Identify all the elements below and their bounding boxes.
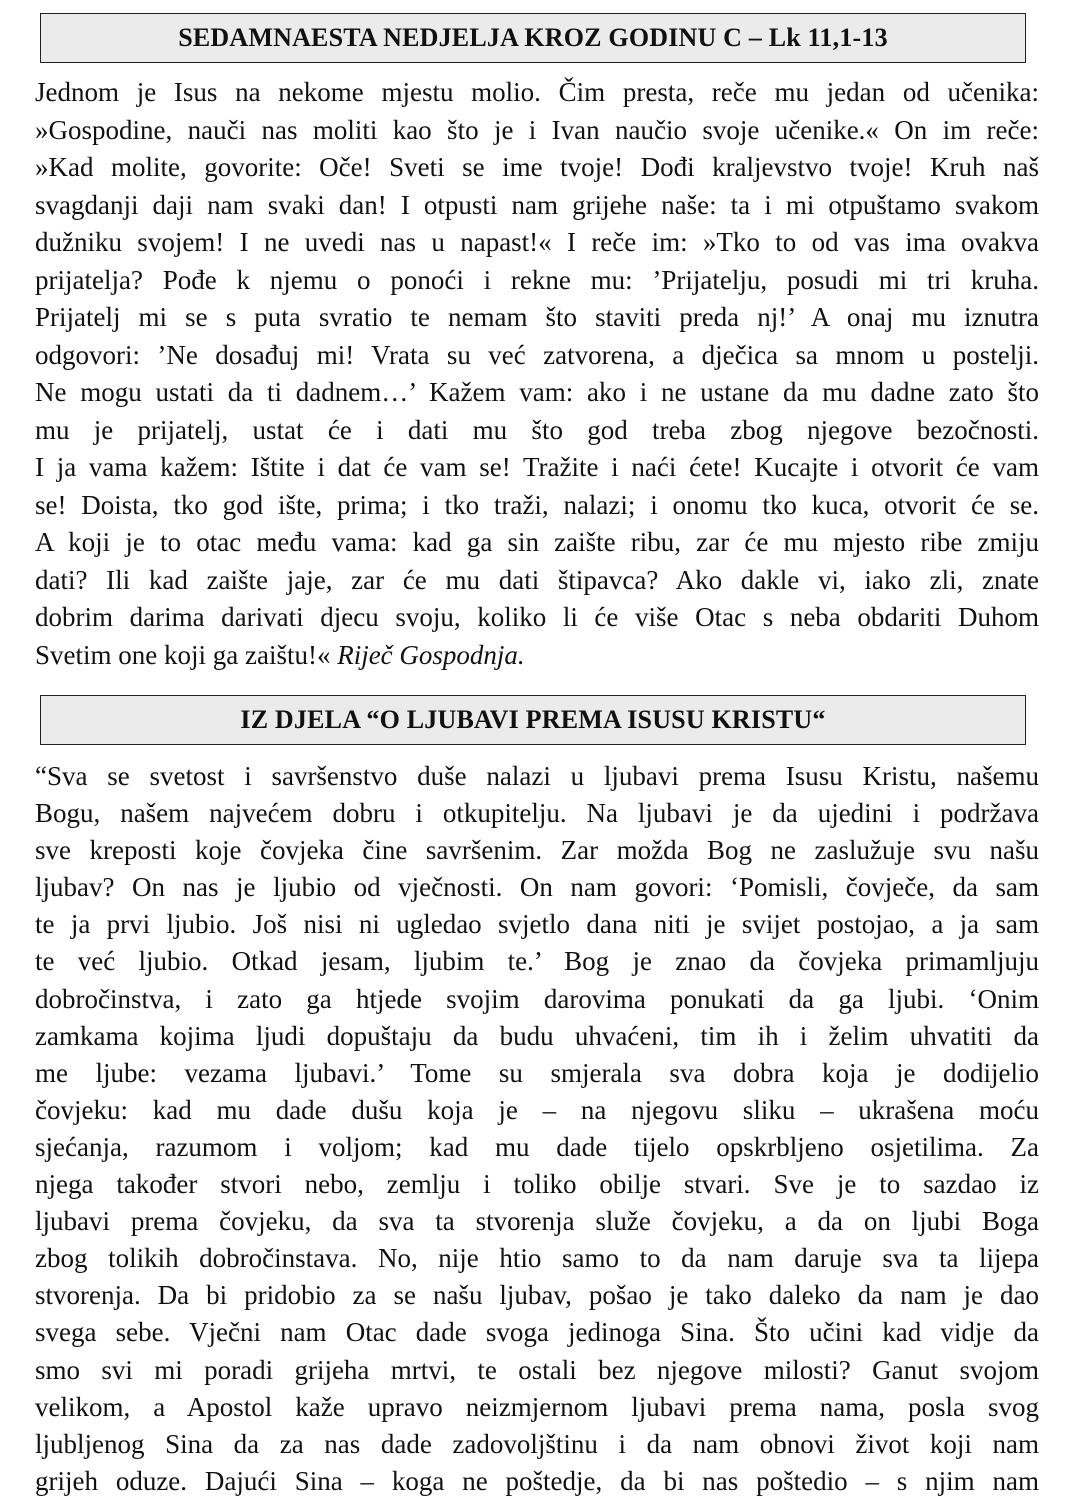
gospel-closing: Riječ Gospodnja.	[337, 639, 525, 670]
text-line: njega također stvori nebo, zemlju i toliko obilje stvari. Sve je to sazdao iz	[35, 1169, 1039, 1200]
text-line: Jednom je Isus na nekome mjestu molio. Čim presta, reče mu jedan od učenika:	[35, 77, 1039, 107]
text-line: I ja vama kažem: Ištite i dat će vam se! Tražite i naći ćete! Kucajte i otvorit će vam	[35, 452, 1039, 482]
text-line-content: Svetim one koji ga zaištu!«	[35, 639, 331, 670]
text-line: čovjeku: kad mu dade dušu koja je – na njegovu sliku – ukrašena moću	[35, 1094, 1039, 1125]
text-line: ljubavi prema čovjeku, da sva ta stvorenja služe čovjeku, a da on ljubi Boga	[35, 1206, 1039, 1237]
text-line: “Sva se svetost i savršenstvo duše nalazi u ljubavi prema Isusu Kristu, našemu	[35, 761, 1039, 791]
reflection-heading-text: IZ DJELA “O LJUBAVI PREMA ISUSU KRISTU“	[240, 705, 826, 734]
gospel-heading	[40, 13, 1026, 63]
text-line: te ja prvi ljubio. Još nisi ni ugledao svjetlo dana niti je svijet postojao, a ja sam	[35, 909, 1039, 940]
text-line: zamkama kojima ljudi dopuštaju da budu uhvaćeni, tim ih i želim uhvatiti da	[35, 1020, 1039, 1051]
gospel-heading-text: SEDAMNAESTA NEDJELJA KROZ GODINU C – Lk 11,1-13	[178, 23, 888, 52]
text-line: Prijatelj mi se s puta svratio te nemam što staviti preda nj!’ A onaj mu iznutra	[35, 302, 1039, 332]
text-line: stvorenja. Da bi pridobio za se našu ljubav, pošao je tako daleko da nam je dao	[35, 1280, 1039, 1311]
text-line: Bogu, našem najvećem dobru i otkupitelju. Na ljubavi je da ujedini i podržava	[35, 798, 1039, 829]
text-line: svega sebe. Vječni nam Otac dade svoga jedinoga Sina. Što učini kad vidje da	[35, 1317, 1039, 1348]
text-line: ljubljenog Sina da za nas dade zadovoljštinu i da nam obnovi život koji nam	[35, 1428, 1039, 1459]
text-line: se! Doista, tko god ište, prima; i tko traži, nalazi; i onomu tko kuca, otvorit će se.	[35, 489, 1039, 520]
text-line: me ljube: vezama ljubavi.’ Tome su smjerala sva dobra koja je dodijelio	[35, 1057, 1039, 1088]
text-line: sve kreposti koje čovjeka čine savršenim. Zar možda Bog ne zaslužuje svu našu	[35, 835, 1039, 866]
text-line: ljubav? On nas je ljubio od vječnosti. On nam govori: ‘Pomisli, čovječe, da sam	[35, 872, 1039, 903]
text-line: svagdanji daji nam svaki dan! I otpusti nam grijehe naše: ta i mi otpuštamo svakom	[35, 189, 1039, 220]
text-line: velikom, a Apostol kaže upravo neizmjernom ljubavi prema nama, posla svog	[35, 1391, 1039, 1422]
text-line: dobročinstva, i zato ga htjede svojim darovima ponukati da ga ljubi. ‘Onim	[35, 983, 1039, 1014]
text-line: dobrim darima darivati djecu svoju, koliko li će više Otac s neba obdariti Duhom	[35, 602, 1039, 632]
text-line: odgovori: ’Ne dosađuj mi! Vrata su već zatvorena, a dječica sa mnom u postelji.	[35, 339, 1039, 370]
text-line-final	[35, 637, 1039, 675]
text-line: prijatelja? Pođe k njemu o ponoći i rekne mu: ’Prijatelju, posudi mi tri kruha.	[35, 264, 1039, 295]
text-line: »Kad molite, govorite: Oče! Sveti se ime tvoje! Dođi kraljevstvo tvoje! Kruh naš	[35, 152, 1039, 182]
text-line: dužniku svojem! I ne uvedi nas u napast!« I reče im: »Tko to od vas ima ovakva	[35, 227, 1039, 257]
text-line: te već ljubio. Otkad jesam, ljubim te.’ Bog je znao da čovjeka primamljuju	[35, 946, 1039, 977]
text-line: dati? Ili kad zaište jaje, zar će mu dati štipavca? Ako dakle vi, iako zli, znate	[35, 564, 1039, 595]
text-line: A koji je to otac među vama: kad ga sin zaište ribu, zar će mu mjesto ribe zmiju	[35, 527, 1039, 557]
text-line: sjećanja, razumom i voljom; kad mu dade tijelo opskrbljeno osjetilima. Za	[35, 1131, 1039, 1162]
text-line: mu je prijatelj, ustat će i dati mu što god treba zbog njegove bezočnosti.	[35, 414, 1039, 445]
reflection-heading	[40, 695, 1026, 745]
text-line: grijeh oduze. Dajući Sina – koga ne poštedje, da bi nas poštedio – s njim nam	[35, 1465, 1039, 1496]
text-line: »Gospodine, nauči nas moliti kao što je i Ivan naučio svoje učenike.« On im reče:	[35, 114, 1039, 145]
text-line: smo svi mi poradi grijeha mrtvi, te ostali bez njegove milosti? Ganut svojom	[35, 1354, 1039, 1385]
reflection-text	[35, 758, 1039, 1500]
text-line: Ne mogu ustati da ti dadnem…’ Kažem vam: ako i ne ustane da mu dadne zato što	[35, 377, 1039, 407]
gospel-text	[35, 74, 1039, 674]
text-line: zbog tolikih dobročinstava. No, nije htio samo to da nam daruje sva ta lijepa	[35, 1243, 1039, 1274]
